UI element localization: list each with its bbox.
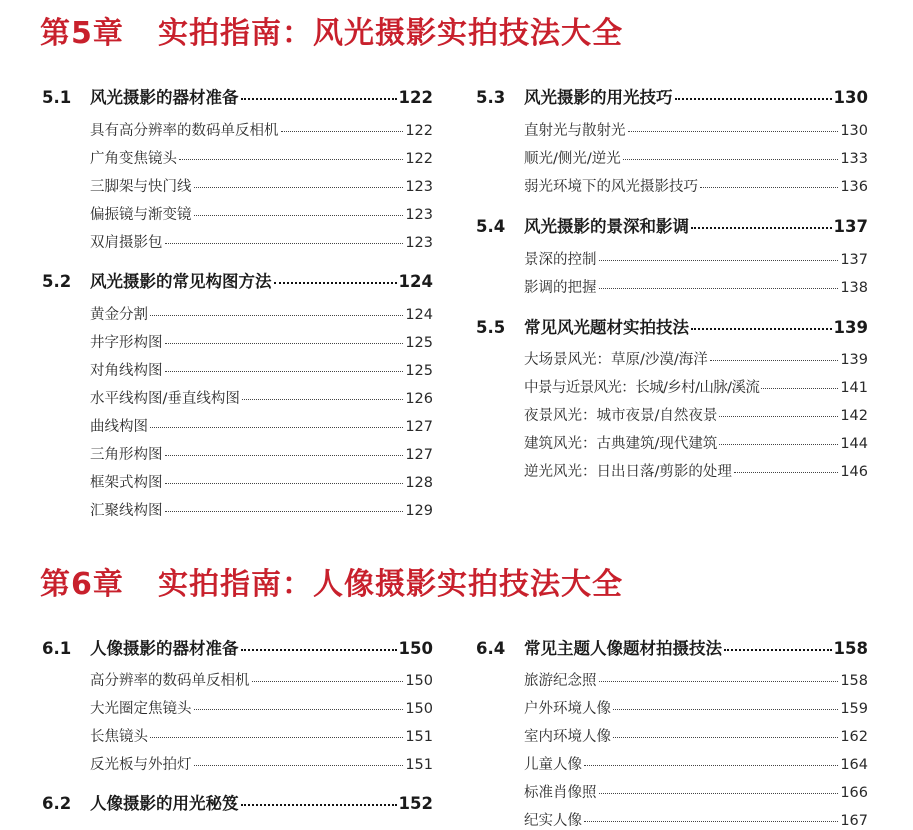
entry-title: 井字形构图: [90, 335, 163, 351]
section-number: 5.4: [476, 217, 506, 236]
page-number: 166: [840, 785, 868, 801]
page-number: 133: [840, 151, 868, 167]
entry-title: 双肩摄影包: [90, 235, 163, 251]
dot-leader: [194, 765, 404, 766]
page-number: 126: [405, 391, 433, 407]
page-number: 137: [840, 252, 868, 268]
entry-title: 户外环境人像: [524, 701, 611, 717]
section-number: 6.4: [476, 639, 506, 658]
entry-title: 三角形构图: [90, 447, 163, 463]
page-number: 150: [405, 701, 433, 717]
entry-title: 具有高分辨率的数码单反相机: [90, 123, 279, 139]
entry-title: 长焦镜头: [90, 729, 148, 745]
page-number: 128: [405, 475, 433, 491]
entry-title: 大光圈定焦镜头: [90, 701, 192, 717]
entry-title: 高分辨率的数码单反相机: [90, 673, 250, 689]
page-number: 164: [840, 757, 868, 773]
page-number: 137: [833, 217, 868, 236]
entry-title: 旅游纪念照: [524, 673, 597, 689]
section-number: 5.5: [476, 318, 506, 337]
entry-title: 逆光风光：日出日落/剪影的处理: [524, 464, 732, 480]
entry-title: 标准肖像照: [524, 785, 597, 801]
page-number: 123: [405, 207, 433, 223]
dot-leader: [241, 804, 397, 806]
page-number: 129: [405, 503, 433, 519]
section-title: 人像摄影的用光秘笈: [90, 794, 239, 813]
page-number: 127: [405, 447, 433, 463]
section-title: 人像摄影的器材准备: [90, 639, 239, 658]
section-title: 常见风光题材实拍技法: [524, 318, 689, 337]
page-number: 150: [398, 639, 433, 658]
page-number: 125: [405, 335, 433, 351]
entry-title: 景深的控制: [524, 252, 597, 268]
entry-title: 儿童人像: [524, 757, 582, 773]
section-number: 5.3: [476, 88, 506, 107]
dot-leader: [252, 681, 404, 682]
page-number: 124: [398, 272, 433, 291]
page-number: 150: [405, 673, 433, 689]
chapter-name: 实拍指南：人像摄影实拍技法大全: [158, 567, 623, 602]
page-number: 136: [840, 179, 868, 195]
entry-title: 纪实人像: [524, 813, 582, 829]
entry-title: 反光板与外拍灯: [90, 757, 192, 773]
page-number: 141: [840, 380, 868, 396]
chapter-name: 实拍指南：风光摄影实拍技法大全: [158, 16, 623, 51]
entry-title: 夜景风光：城市夜景/自然夜景: [524, 408, 718, 424]
entry-title: 直射光与散射光: [524, 123, 626, 139]
dot-leader: [724, 649, 832, 651]
page-number: 144: [840, 436, 868, 452]
entry-title: 对角线构图: [90, 363, 163, 379]
page-number: 130: [833, 88, 868, 107]
dot-leader: [584, 765, 838, 766]
entry-title: 影调的把握: [524, 280, 597, 296]
page-number: 158: [840, 673, 868, 689]
chapter-number: 第5章: [40, 16, 124, 51]
section-number: 6.1: [42, 639, 72, 658]
section-number: 6.2: [42, 794, 72, 813]
page-number: 159: [840, 701, 868, 717]
entry-title: 建筑风光：古典建筑/现代建筑: [524, 436, 718, 452]
page-number: 158: [833, 639, 868, 658]
dot-leader: [150, 737, 403, 738]
toc-column-right: [476, 0, 868, 830]
page-number: 146: [840, 464, 868, 480]
section-title: 风光摄影的器材准备: [90, 88, 239, 107]
page-number: 124: [405, 307, 433, 323]
entry-title: 偏振镜与渐变镜: [90, 207, 192, 223]
section-title: 风光摄影的用光技巧: [524, 88, 673, 107]
dot-leader: [613, 709, 838, 710]
page-number: 123: [405, 235, 433, 251]
dot-leader: [599, 681, 839, 682]
entry-title: 水平线构图/垂直线构图: [90, 391, 240, 407]
toc-entry[interactable]: [42, 725, 433, 746]
page-number: 125: [405, 363, 433, 379]
toc-entry[interactable]: [476, 781, 868, 802]
chapter-number: 第6章: [40, 567, 124, 602]
page-number: 151: [405, 757, 433, 773]
section-number: 5.1: [42, 88, 72, 107]
toc-entry[interactable]: [476, 725, 868, 746]
entry-title: 框架式构图: [90, 475, 163, 491]
toc-entry[interactable]: [476, 753, 868, 774]
page-number: 122: [405, 151, 433, 167]
page-number: 152: [398, 794, 433, 813]
section-title: 风光摄影的景深和影调: [524, 217, 689, 236]
dot-leader: [613, 737, 838, 738]
page-number: 162: [840, 729, 868, 745]
entry-title: 弱光环境下的风光摄影技巧: [524, 179, 698, 195]
entry-title: 顺光/侧光/逆光: [524, 151, 621, 167]
page-number: 151: [405, 729, 433, 745]
entry-title: 汇聚线构图: [90, 503, 163, 519]
toc-entry[interactable]: [42, 669, 433, 690]
toc-section-6-1[interactable]: [42, 635, 433, 659]
dot-leader: [584, 821, 838, 822]
toc-section-6-2[interactable]: [42, 790, 433, 814]
section-title: 风光摄影的常见构图方法: [90, 272, 272, 291]
entry-title: 大场景风光：草原/沙漠/海洋: [524, 352, 708, 368]
entry-title: 三脚架与快门线: [90, 179, 192, 195]
toc-entry[interactable]: [476, 669, 868, 690]
dot-leader: [241, 649, 397, 651]
section-number: 5.2: [42, 272, 72, 291]
toc-entry[interactable]: [42, 697, 433, 718]
toc-entry[interactable]: [42, 753, 433, 774]
entry-title: 室内环境人像: [524, 729, 611, 745]
page-number: 167: [840, 813, 868, 829]
page-number: 142: [840, 408, 868, 424]
page-number: 130: [840, 123, 868, 139]
toc-entry[interactable]: [476, 809, 868, 830]
toc-column-left: [42, 0, 433, 830]
dot-leader: [599, 793, 839, 794]
page-number: 127: [405, 419, 433, 435]
page-number: 139: [833, 318, 868, 337]
entry-title: 中景与近景风光：长城/乡村/山脉/溪流: [524, 380, 760, 396]
section-title: 常见主题人像题材拍摄技法: [524, 639, 722, 658]
page-number: 122: [398, 88, 433, 107]
entry-title: 广角变焦镜头: [90, 151, 177, 167]
dot-leader: [194, 709, 404, 710]
page-number: 123: [405, 179, 433, 195]
page-number: 138: [840, 280, 868, 296]
toc-section-6-4[interactable]: [476, 635, 868, 659]
toc-entry[interactable]: [476, 697, 868, 718]
entry-title: 黄金分割: [90, 307, 148, 323]
page-number: 139: [840, 352, 868, 368]
page-number: 122: [405, 123, 433, 139]
entry-title: 曲线构图: [90, 419, 148, 435]
